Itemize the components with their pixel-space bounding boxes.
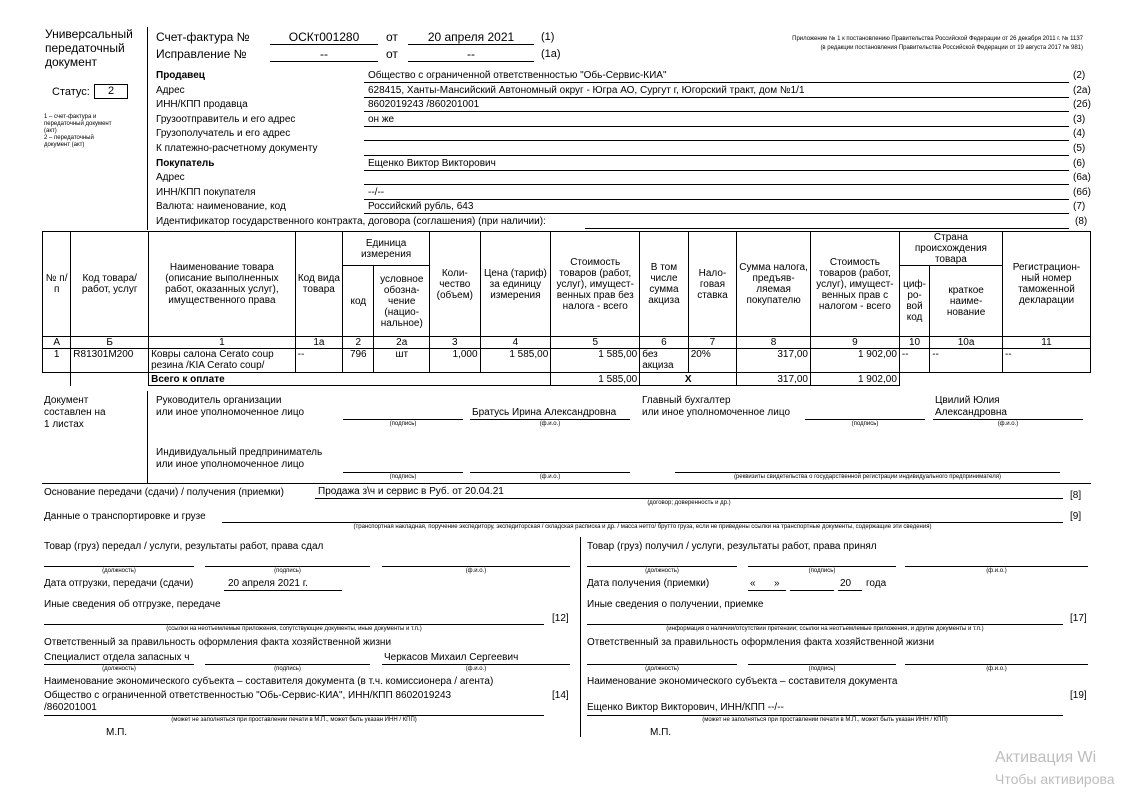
party-label: Продавец <box>156 70 205 81</box>
right-resp-fio-caption: (ф.и.о.) <box>986 666 1007 672</box>
doc-type-title: Универсальный передаточный документ <box>45 27 133 69</box>
status-notes: 1 – счет-фактура и передаточный документ (акт) 2 – передаточный документ (акт) <box>44 114 112 148</box>
contract-id-code: (8) <box>1075 216 1088 227</box>
column-index: 10 <box>899 337 929 349</box>
party-underline <box>364 170 1069 171</box>
th-kind: Код вида товара <box>295 232 342 337</box>
party-label: Адрес <box>156 84 185 96</box>
head-sign-caption: (подпись) <box>389 421 417 427</box>
right-entity-label: Наименование экономического субъекта – составителя документа <box>587 676 898 687</box>
head-label: Руководитель организации или иное уполномоченное лицо <box>156 395 305 418</box>
party-underline <box>364 97 1069 98</box>
party-underline <box>364 126 1069 127</box>
center-divider <box>580 537 581 737</box>
correction-number: -- <box>320 47 328 61</box>
th-country: Страна происхождения товара <box>899 232 1002 266</box>
head-fio-caption: (ф.и.о.) <box>539 421 561 427</box>
accountant-name: Цвилий Юлия Александровна <box>935 395 1007 418</box>
th-total: Стоимость товаров (работ, услуг), имущест- венных прав с налогом - всего <box>810 232 899 337</box>
cell-cost: 1 585,00 <box>551 349 640 373</box>
party-code: (2б) <box>1073 99 1091 111</box>
contract-id-label: Идентификатор государственного контракта, договора (соглашения) (при наличии): <box>156 216 546 227</box>
ip-fio-caption: (ф.и.о.) <box>539 474 561 480</box>
total-tax: 317,00 <box>737 373 811 386</box>
cell-decl: -- <box>1002 349 1090 373</box>
invoice-date: 20 апреля 2021 <box>427 30 515 44</box>
cell-country-name: -- <box>930 349 1003 373</box>
column-index: 2 <box>343 337 374 349</box>
party-underline <box>364 82 1069 83</box>
invoice-from-label: от <box>386 30 398 44</box>
correction-date: -- <box>467 47 475 61</box>
right-resp-sign-caption: (подпись) <box>808 666 836 672</box>
receive-year: 20 <box>840 578 852 589</box>
left-entity-code: [14] <box>552 690 569 701</box>
left-entity-label: Наименование экономического субъекта – составителя документа (в т.ч. комиссионера / агента) <box>44 676 494 687</box>
th-code: Код товара/ работ, услуг <box>71 232 149 337</box>
ip-registration-caption: (реквизиты свидетельства о государственной регистрации индивидуального предпринимателя) <box>733 474 1002 480</box>
th-unit-name: условное обозна- чение (нацио- нальное) <box>374 266 430 337</box>
left-resp-sign-caption: (подпись) <box>274 666 301 672</box>
left-other-caption: (ссылки на неотъемлемые приложения, сопутствующие документы, иные документы и т.п.) <box>166 626 422 632</box>
party-value: Российский рубль, 643 <box>368 201 474 213</box>
left-entity-value: Общество с ограниченной ответственностью "Обь-Сервис-КИА", ИНН/КПП 8602019243 /860201001 <box>44 690 452 713</box>
total-sum: 1 902,00 <box>810 373 899 386</box>
party-value: Общество с ограниченной ответственностью "Обь-Сервис-КИА" <box>368 70 667 81</box>
party-label: Валюта: наименование, код <box>156 201 286 213</box>
ship-date-label: Дата отгрузки, передачи (сдачи) <box>44 578 194 589</box>
column-index: 8 <box>737 337 811 349</box>
right-title: Товар (груз) получил / услуги, результаты работ, права принял <box>587 541 877 552</box>
ship-date: 20 апреля 2021 г. <box>228 578 308 589</box>
cell-code: R81301M200 <box>71 349 149 373</box>
cell-price: 1 585,00 <box>480 349 551 373</box>
correction-from-label: от <box>386 47 398 61</box>
transport-label: Данные о транспортировке и грузе <box>44 511 206 522</box>
left-resp-label: Ответственный за правильность оформления факта хозяйственной жизни <box>44 637 392 648</box>
right-resp-label: Ответственный за правильность оформления факта хозяйственной жизни <box>587 637 935 648</box>
column-index: 2а <box>374 337 430 349</box>
cell-tax: 317,00 <box>737 349 811 373</box>
left-resp-position-caption: (должность) <box>102 666 136 672</box>
column-index-row <box>43 337 1091 349</box>
column-index: 10а <box>930 337 1003 349</box>
head-name: Братусь Ирина Александровна <box>472 407 617 418</box>
activation-watermark-subtitle: Чтобы активирова <box>995 771 1115 787</box>
ip-sign-caption: (подпись) <box>389 474 417 480</box>
party-underline <box>364 213 1069 214</box>
column-index: 11 <box>1002 337 1090 349</box>
accountant-fio-caption: (ф.и.о.) <box>997 421 1019 427</box>
activation-watermark-title: Активация Wi <box>995 749 1097 766</box>
party-code: (5) <box>1073 143 1086 154</box>
party-value: 628415, Ханты-Мансийский Автономный округ - Югра АО, Сургут г, Югорский тракт, дом №1/1 <box>368 84 805 96</box>
party-code: (3) <box>1073 113 1086 125</box>
column-index: 5 <box>551 337 640 349</box>
party-code: (4) <box>1073 128 1086 140</box>
correction-label: Исправление № <box>156 47 247 61</box>
party-value: --/-- <box>368 186 385 198</box>
accountant-sign-caption: (подпись) <box>851 421 879 427</box>
party-value: Ещенко Виктор Викторович <box>368 157 496 169</box>
right-other-caption: (информация о наличии/отсутствии претензии; ссылки на неотъемлемые приложения, и другие документы и т.п.) <box>666 626 984 632</box>
table-row <box>43 349 1091 373</box>
doc-composed: Документ составлен на 1 листах <box>44 395 106 430</box>
cell-rate: 20% <box>688 349 737 373</box>
th-name: Наименование товара (описание выполненных работ, оказанных услуг), имущественного права <box>149 232 296 337</box>
th-country-code: циф- ро- вой код <box>899 266 929 337</box>
left-sign-caption: (подпись) <box>274 568 301 574</box>
party-code: (2а) <box>1073 84 1091 96</box>
party-code: (6) <box>1073 157 1086 169</box>
party-code: (7) <box>1073 201 1086 213</box>
invoice-label: Счет-фактура № <box>156 30 250 44</box>
cell-total: 1 902,00 <box>810 349 899 373</box>
basis-code: [8] <box>1070 490 1082 501</box>
party-label: Грузополучатель и его адрес <box>156 128 291 140</box>
receive-year-word: года <box>866 578 887 589</box>
transport-caption: (транспортная накладная, поручение экспедитору, экспедиторская / складская расписка и др. / масса нетто/ брутто груза, если не приведены ссылки на транспортные документы, содержащие эти сведения) <box>353 524 932 530</box>
th-cost: Стоимость товаров (работ, услуг), имущест- венных прав без налога - всего <box>551 232 640 337</box>
party-code: (6а) <box>1073 172 1091 184</box>
goods-table <box>42 231 1091 386</box>
left-position-caption: (должность) <box>102 568 136 574</box>
left-resp-position: Специалист отдела запасных ч <box>44 652 190 663</box>
column-index: 7 <box>688 337 737 349</box>
left-other-code: [12] <box>552 613 569 624</box>
receive-date-label: Дата получения (приемки) <box>587 578 710 589</box>
cell-qty: 1,000 <box>430 349 481 373</box>
column-index: А <box>43 337 71 349</box>
column-index: 6 <box>640 337 689 349</box>
cell-kind: -- <box>295 349 342 373</box>
right-position-caption: (должность) <box>645 568 679 574</box>
party-value: 8602019243 /860201001 <box>368 99 480 111</box>
total-excise: X <box>640 373 737 386</box>
receive-quote-close: » <box>774 578 780 589</box>
party-underline <box>364 111 1069 112</box>
ip-label: Индивидуальный предприниматель или иное уполномоченное лицо <box>156 447 323 470</box>
accountant-label: Главный бухгалтер или иное уполномоченное лицо <box>642 395 791 418</box>
th-tax: Сумма налога, предъяв- ляемая покупателю <box>737 232 811 337</box>
party-value: он же <box>368 113 395 125</box>
right-sign-caption: (подпись) <box>808 568 836 574</box>
th-price: Цена (тариф) за единицу измерения <box>480 232 551 337</box>
cell-country-code: -- <box>899 349 929 373</box>
right-other-label: Иные сведения о получении, приемке <box>587 599 764 610</box>
transport-code: [9] <box>1070 511 1082 522</box>
th-qty: Коли- чество (объем) <box>430 232 481 337</box>
cell-name: Ковры салона Cerato coup резина /KIA Cerato coup/ <box>149 349 296 373</box>
right-entity-value: Ещенко Виктор Викторович, ИНН/КПП --/-- <box>587 702 784 713</box>
party-underline <box>364 184 1069 185</box>
status-value[interactable]: 2 <box>94 84 128 99</box>
party-label: Покупатель <box>156 157 215 169</box>
left-fio-caption: (ф.и.о.) <box>465 568 487 574</box>
left-title: Товар (груз) передал / услуги, результаты работ, права сдал <box>44 541 324 552</box>
right-resp-position-caption: (должность) <box>645 666 679 672</box>
right-other-code: [17] <box>1070 613 1087 624</box>
cell-num: 1 <box>43 349 71 373</box>
column-index: 1а <box>295 337 342 349</box>
total-row <box>43 373 1091 386</box>
party-label: К платежно-расчетному документу <box>156 143 318 154</box>
right-entity-code: [19] <box>1070 690 1087 701</box>
party-label: Грузоотправитель и его адрес <box>156 113 296 125</box>
right-stamp-place: М.П. <box>650 727 672 738</box>
cell-excise: без акциза <box>640 349 689 373</box>
party-underline <box>364 199 1069 200</box>
receive-quote-open: « <box>750 578 756 589</box>
correction-code: (1а) <box>541 48 561 60</box>
th-unit: Единица измерения <box>343 232 430 266</box>
column-index: 1 <box>149 337 296 349</box>
party-underline <box>364 140 1069 141</box>
appendix-note: Приложение № 1 к постановлению Правительства Российской Федерации от 26 декабря 2011 г. № 1137 (в редакции постановления Правительства Российской Федерации от 19 августа 2017 № 981) <box>792 36 1083 51</box>
header-divider <box>147 27 148 230</box>
left-other-label: Иные сведения об отгрузке, передаче <box>44 599 221 610</box>
party-label: ИНН/КПП продавца <box>156 99 248 111</box>
cell-unit-name: шт <box>374 349 430 373</box>
th-excise: В том числе сумма акциза <box>640 232 689 337</box>
column-index: 3 <box>430 337 481 349</box>
total-cost: 1 585,00 <box>551 373 640 386</box>
party-underline <box>364 155 1069 156</box>
basis-caption: (договор; доверенность и др.) <box>647 500 731 506</box>
column-index: 4 <box>480 337 551 349</box>
th-num: № п/п <box>43 232 71 337</box>
invoice-code: (1) <box>541 31 555 43</box>
status-label: Статус: <box>52 86 90 98</box>
right-fio-caption: (ф.и.о.) <box>986 568 1007 574</box>
th-decl: Регистрацион- ный номер таможенной декларации <box>1002 232 1090 337</box>
basis-label: Основание передачи (сдачи) / получения (приемки) <box>44 487 284 498</box>
basis-value: Продажа з\ч и сервис в Руб. от 20.04.21 <box>318 486 504 497</box>
invoice-number: ОСКт001280 <box>288 30 360 44</box>
left-resp-name: Черкасов Михаил Сергеевич <box>384 652 519 663</box>
left-entity-caption: (может не заполняться при проставлении печати в М.П., может быть указан ИНН / КПП) <box>171 717 417 723</box>
column-index: 9 <box>810 337 899 349</box>
th-rate: Нало- говая ставка <box>688 232 737 337</box>
left-stamp-place: М.П. <box>106 727 128 738</box>
left-resp-fio-caption: (ф.и.о.) <box>465 666 487 672</box>
column-index: Б <box>71 337 149 349</box>
th-country-name: краткое наиме- нование <box>930 266 1003 337</box>
cell-unit-code: 796 <box>343 349 374 373</box>
party-label: Адрес <box>156 172 185 184</box>
right-entity-caption: (может не заполняться при проставлении печати в М.П., может быть указан ИНН / КПП) <box>702 717 948 723</box>
total-label: Всего к оплате <box>149 373 551 386</box>
party-code: (6б) <box>1073 186 1091 198</box>
th-unit-code: код <box>343 266 374 337</box>
party-label: ИНН/КПП покупателя <box>156 186 256 198</box>
party-code: (2) <box>1073 70 1086 81</box>
